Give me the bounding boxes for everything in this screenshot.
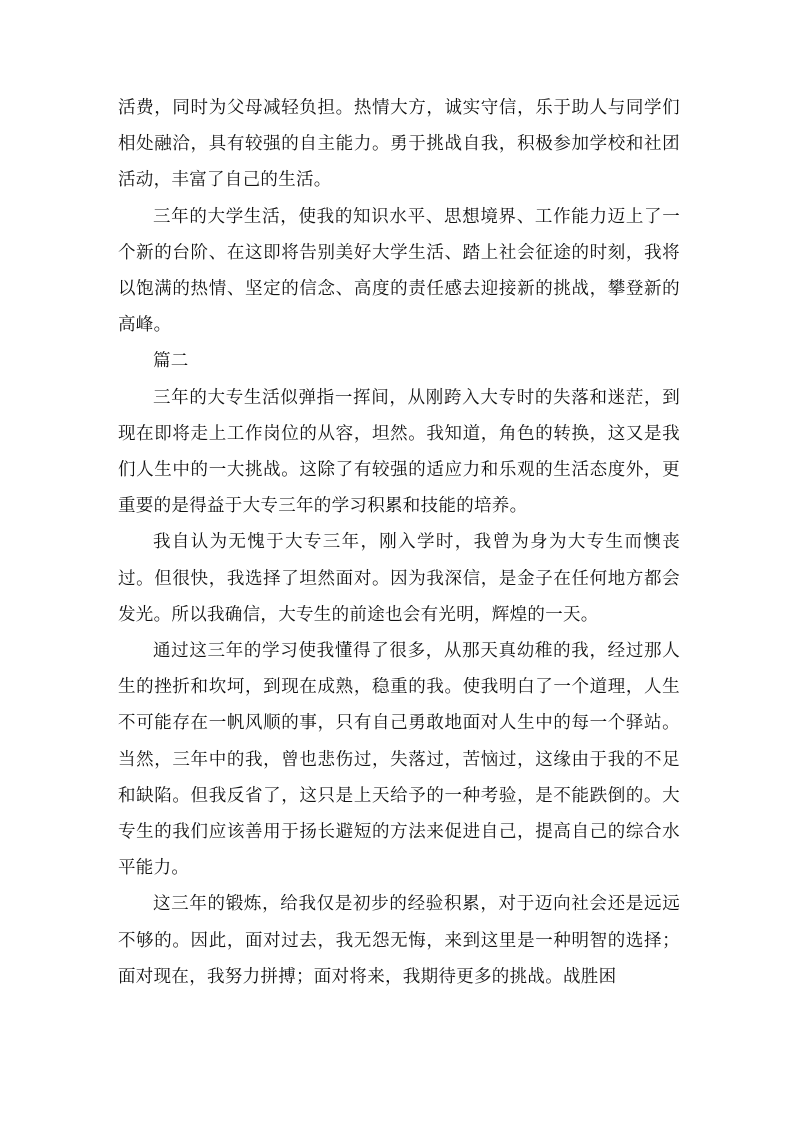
paragraph-college-years: 三年的大专生活似弹指一挥间，从刚跨入大专时的失落和迷茫，到现在即将走上工作岗位的从容，坦然。我知道，角色的转换，这又是我们人生中的一大挑战。这除了有较强的适应力和乐观的生活态度外，更重要的是得益于大专三年的学习积累和技能的培养。 [118,387,680,517]
paragraph-continuation: 活费，同时为父母减轻负担。热情大方，诚实守信，乐于助人与同学们相处融洽，具有较强的自主能力。勇于挑战自我，积极参加学校和社团活动，丰富了自己的生活。 [118,98,680,191]
document-body [118,90,680,995]
paragraph-self-assessment: 我自认为无愧于大专三年，刚入学时，我曾为身为大专生而懊丧过。但很快，我选择了坦然面对。因为我深信，是金子在任何地方都会发光。所以我确信，大专生的前途也会有光明，辉煌的一天。 [118,532,680,625]
paragraph-lessons-learned: 通过这三年的学习使我懂得了很多，从那天真幼稚的我，经过那人生的挫折和坎坷，到现在成熟，稳重的我。使我明白了一个道理，人生不可能存在一帆风顺的事，只有自己勇敢地面对人生中的每一个驿站。当然，三年中的我，曾也悲伤过，失落过，苦恼过，这缘由于我的不足和缺陷。但我反省了，这只是上天给予的一种考验，是不能跌倒的。大专生的我们应该善用于扬长避短的方法来促进自己，提高自己的综合水平能力。 [118,641,680,879]
paragraph-university-life: 三年的大学生活，使我的知识水平、思想境界、工作能力迈上了一个新的台阶、在这即将告别美好大学生活、踏上社会征途的时刻，我将以饱满的热情、坚定的信念、高度的责任感去迎接新的挑战，攀登新的高峰。 [118,206,680,336]
section-heading: 篇二 [153,351,189,372]
paragraph-training: 这三年的锻炼，给我仅是初步的经验积累，对于迈向社会还是远远不够的。因此，面对过去，我无怨无悔，来到这里是一种明智的选择；面对现在，我努力拼搏；面对将来，我期待更多的挑战。战胜困 [118,894,680,987]
